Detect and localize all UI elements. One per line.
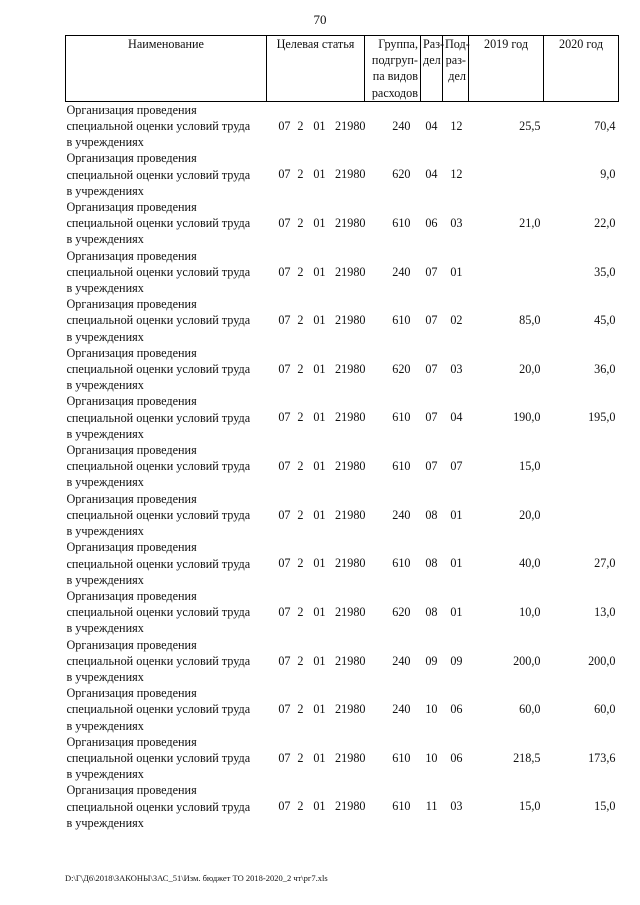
header-target: Целевая статья	[267, 36, 365, 102]
row-name-line: в учреждениях	[66, 475, 144, 490]
row-name-line: специальной оценки условий труда	[66, 362, 251, 377]
target-code-part: 2	[297, 118, 304, 133]
row-name	[66, 393, 267, 442]
target-code-part: 07	[278, 410, 291, 425]
row-name	[66, 150, 267, 199]
target-code-part: 07	[278, 216, 291, 231]
row-name-line: в учреждениях	[66, 669, 144, 684]
row-target-code	[267, 199, 365, 248]
row-group: 610	[392, 216, 411, 231]
row-section: 08	[425, 556, 438, 571]
header-subsection: Под- раз- дел	[443, 36, 469, 102]
row-section: 07	[425, 361, 438, 376]
row-section: 07	[425, 264, 438, 279]
row-subsection: 01	[450, 556, 463, 571]
row-value-2019: 200,0	[513, 653, 541, 668]
row-target-code	[267, 345, 365, 394]
row-value-2019: 25,5	[519, 118, 541, 133]
row-name	[66, 734, 267, 783]
row-section: 07	[425, 459, 438, 474]
row-group: 620	[392, 167, 411, 182]
row-name	[66, 539, 267, 588]
row-group: 240	[392, 653, 411, 668]
row-name-line: специальной оценки условий труда	[66, 507, 251, 522]
row-value-2020: 27,0	[594, 556, 616, 571]
row-value-2020: 22,0	[594, 216, 616, 231]
target-code-part: 2	[297, 459, 304, 474]
row-value-2020: 35,0	[594, 264, 616, 279]
target-code-part: 01	[313, 653, 326, 668]
row-name-line: в учреждениях	[66, 815, 144, 830]
row-value-2020: 70,4	[594, 118, 616, 133]
row-name-line: Организация проведения	[66, 443, 197, 458]
row-name-line: специальной оценки условий труда	[66, 313, 251, 328]
row-name-line: Организация проведения	[66, 248, 197, 263]
target-code-part: 01	[313, 410, 326, 425]
row-subsection: 01	[450, 264, 463, 279]
target-code-part: 07	[278, 167, 291, 182]
target-code-part: 21980	[335, 361, 366, 376]
target-code-part: 2	[297, 313, 304, 328]
target-code-part: 07	[278, 264, 291, 279]
row-group: 620	[392, 361, 411, 376]
row-target-code	[267, 491, 365, 540]
target-code-part: 07	[278, 118, 291, 133]
target-code-part: 01	[313, 459, 326, 474]
row-target-code	[267, 685, 365, 734]
row-subsection: 09	[450, 653, 463, 668]
target-code-part: 01	[313, 507, 326, 522]
header-2019: 2019 год	[469, 36, 544, 102]
row-value-2019	[469, 248, 544, 297]
row-name	[66, 199, 267, 248]
target-code-part: 21980	[335, 702, 366, 717]
row-group: 610	[392, 459, 411, 474]
target-code-part: 07	[278, 750, 291, 765]
target-code-part: 2	[297, 361, 304, 376]
table-row	[66, 393, 619, 442]
row-value-2020: 60,0	[594, 702, 616, 717]
row-name-line: в учреждениях	[66, 621, 144, 636]
row-target-code	[267, 248, 365, 297]
row-target-code	[267, 101, 365, 150]
target-code-part: 21980	[335, 653, 366, 668]
target-code-part: 2	[297, 750, 304, 765]
target-code-part: 07	[278, 507, 291, 522]
row-value-2020: 9,0	[600, 167, 616, 182]
page-number: 70	[313, 12, 327, 27]
row-section: 10	[425, 750, 438, 765]
row-value-2020: 15,0	[594, 799, 616, 814]
row-name-line: Организация проведения	[66, 297, 197, 312]
row-section: 09	[425, 653, 438, 668]
target-code-part: 21980	[335, 507, 366, 522]
row-subsection: 06	[450, 750, 463, 765]
header-group: Группа, подгруп- па видов расходов	[365, 36, 421, 102]
row-value-2019: 85,0	[519, 313, 541, 328]
row-name	[66, 637, 267, 686]
row-value-2020: 173,6	[588, 750, 616, 765]
table-row	[66, 539, 619, 588]
target-code-part: 01	[313, 118, 326, 133]
row-group: 610	[392, 410, 411, 425]
row-value-2019: 20,0	[519, 507, 541, 522]
row-name-line: Организация проведения	[66, 540, 197, 555]
row-name-line: специальной оценки условий труда	[66, 264, 251, 279]
target-code-part: 2	[297, 507, 304, 522]
row-group: 240	[392, 702, 411, 717]
row-name-line: Организация проведения	[66, 783, 197, 798]
table-row	[66, 442, 619, 491]
table-row	[66, 685, 619, 734]
target-code-part: 2	[297, 556, 304, 571]
budget-table	[65, 35, 619, 831]
row-value-2019: 190,0	[513, 410, 541, 425]
row-section: 07	[425, 313, 438, 328]
row-subsection: 02	[450, 313, 463, 328]
row-group: 240	[392, 118, 411, 133]
row-value-2020: 200,0	[588, 653, 616, 668]
target-code-part: 07	[278, 313, 291, 328]
row-target-code	[267, 734, 365, 783]
row-name-line: Организация проведения	[66, 686, 197, 701]
row-section: 11	[425, 799, 438, 814]
target-code-part: 01	[313, 361, 326, 376]
target-code-part: 2	[297, 410, 304, 425]
table-row	[66, 101, 619, 150]
row-value-2019: 21,0	[519, 216, 541, 231]
row-subsection: 07	[450, 459, 463, 474]
table-row	[66, 734, 619, 783]
target-code-part: 01	[313, 702, 326, 717]
row-name	[66, 491, 267, 540]
row-name-line: Организация проведения	[66, 491, 197, 506]
row-value-2020: 45,0	[594, 313, 616, 328]
table-row	[66, 345, 619, 394]
row-name-line: специальной оценки условий труда	[66, 556, 251, 571]
target-code-part: 2	[297, 167, 304, 182]
target-code-part: 07	[278, 556, 291, 571]
row-group: 610	[392, 556, 411, 571]
target-code-part: 01	[313, 799, 326, 814]
header-name: Наименование	[66, 36, 267, 102]
row-name-line: Организация проведения	[66, 345, 197, 360]
row-target-code	[267, 442, 365, 491]
row-name-line: специальной оценки условий труда	[66, 750, 251, 765]
row-name-line: специальной оценки условий труда	[66, 653, 251, 668]
row-subsection: 12	[450, 118, 463, 133]
target-code-part: 01	[313, 750, 326, 765]
row-name-line: Организация проведения	[66, 588, 197, 603]
row-name-line: специальной оценки условий труда	[66, 459, 251, 474]
table-row	[66, 296, 619, 345]
table-row	[66, 248, 619, 297]
row-name	[66, 685, 267, 734]
row-name-line: в учреждениях	[66, 378, 144, 393]
row-name-line: в учреждениях	[66, 572, 144, 587]
row-target-code	[267, 296, 365, 345]
row-value-2020: 13,0	[594, 604, 616, 619]
row-name-line: специальной оценки условий труда	[66, 605, 251, 620]
row-target-code	[267, 539, 365, 588]
target-code-part: 21980	[335, 459, 366, 474]
target-code-part: 2	[297, 653, 304, 668]
target-code-part: 01	[313, 313, 326, 328]
row-name-line: в учреждениях	[66, 524, 144, 539]
row-name-line: специальной оценки условий труда	[66, 799, 251, 814]
table-header-row	[66, 36, 619, 102]
table-row	[66, 782, 619, 831]
row-name	[66, 782, 267, 831]
row-name-line: Организация проведения	[66, 637, 197, 652]
row-subsection: 01	[450, 507, 463, 522]
row-section: 10	[425, 702, 438, 717]
row-name-line: Организация проведения	[66, 734, 197, 749]
row-value-2019: 40,0	[519, 556, 541, 571]
row-subsection: 06	[450, 702, 463, 717]
row-name-line: Организация проведения	[66, 394, 197, 409]
target-code-part: 21980	[335, 167, 366, 182]
target-code-part: 07	[278, 702, 291, 717]
row-name	[66, 296, 267, 345]
row-subsection: 12	[450, 167, 463, 182]
row-subsection: 03	[450, 799, 463, 814]
row-section: 08	[425, 604, 438, 619]
row-subsection: 03	[450, 216, 463, 231]
target-code-part: 21980	[335, 604, 366, 619]
row-name-line: специальной оценки условий труда	[66, 167, 251, 182]
target-code-part: 21980	[335, 410, 366, 425]
row-name-line: в учреждениях	[66, 426, 144, 441]
target-code-part: 2	[297, 216, 304, 231]
table-row	[66, 637, 619, 686]
row-section: 08	[425, 507, 438, 522]
row-subsection: 04	[450, 410, 463, 425]
row-group: 240	[392, 264, 411, 279]
row-subsection: 03	[450, 361, 463, 376]
row-section: 04	[425, 118, 438, 133]
row-value-2019: 10,0	[519, 604, 541, 619]
row-group: 620	[392, 604, 411, 619]
target-code-part: 21980	[335, 216, 366, 231]
target-code-part: 01	[313, 167, 326, 182]
target-code-part: 01	[313, 216, 326, 231]
row-value-2019: 15,0	[519, 799, 541, 814]
target-code-part: 21980	[335, 118, 366, 133]
row-section: 06	[425, 216, 438, 231]
target-code-part: 07	[278, 361, 291, 376]
row-name-line: специальной оценки условий труда	[66, 216, 251, 231]
row-name-line: Организация проведения	[66, 200, 197, 215]
table-row	[66, 199, 619, 248]
row-name	[66, 101, 267, 150]
target-code-part: 2	[297, 799, 304, 814]
row-name	[66, 345, 267, 394]
row-value-2020: 195,0	[588, 410, 616, 425]
row-name	[66, 442, 267, 491]
row-name-line: в учреждениях	[66, 183, 144, 198]
row-name-line: Организация проведения	[66, 102, 197, 117]
row-target-code	[267, 782, 365, 831]
target-code-part: 2	[297, 702, 304, 717]
header-2020: 2020 год	[544, 36, 619, 102]
row-name-line: в учреждениях	[66, 135, 144, 150]
row-section: 07	[425, 410, 438, 425]
row-group: 240	[392, 507, 411, 522]
row-name	[66, 248, 267, 297]
row-name-line: специальной оценки условий труда	[66, 702, 251, 717]
row-value-2019: 218,5	[513, 750, 541, 765]
row-target-code	[267, 588, 365, 637]
row-value-2019: 20,0	[519, 361, 541, 376]
row-name	[66, 588, 267, 637]
row-value-2019	[469, 150, 544, 199]
target-code-part: 2	[297, 604, 304, 619]
file-path-footer: D:\Г\Д6\2018\ЗАКОНЫ\ЗАС_51\Изм. бюджет ТО 2018-2020_2 чт\рг7.xls	[65, 873, 328, 883]
target-code-part: 21980	[335, 264, 366, 279]
row-value-2019: 60,0	[519, 702, 541, 717]
row-subsection: 01	[450, 604, 463, 619]
row-group: 610	[392, 799, 411, 814]
target-code-part: 2	[297, 264, 304, 279]
row-name-line: специальной оценки условий труда	[66, 119, 251, 134]
row-target-code	[267, 637, 365, 686]
row-name-line: специальной оценки условий труда	[66, 410, 251, 425]
row-value-2020	[544, 442, 619, 491]
row-value-2020	[544, 491, 619, 540]
row-value-2020: 36,0	[594, 361, 616, 376]
target-code-part: 21980	[335, 556, 366, 571]
target-code-part: 01	[313, 264, 326, 279]
target-code-part: 07	[278, 604, 291, 619]
row-name-line: в учреждениях	[66, 718, 144, 733]
target-code-part: 07	[278, 459, 291, 474]
table-row	[66, 588, 619, 637]
target-code-part: 21980	[335, 750, 366, 765]
target-code-part: 21980	[335, 799, 366, 814]
target-code-part: 07	[278, 653, 291, 668]
row-target-code	[267, 393, 365, 442]
row-name-line: в учреждениях	[66, 329, 144, 344]
target-code-part: 01	[313, 604, 326, 619]
target-code-part: 07	[278, 799, 291, 814]
row-value-2019: 15,0	[519, 459, 541, 474]
header-section: Раз- дел	[421, 36, 443, 102]
table-row	[66, 150, 619, 199]
table-row	[66, 491, 619, 540]
row-name-line: в учреждениях	[66, 281, 144, 296]
table-body	[66, 101, 619, 831]
target-code-part: 01	[313, 556, 326, 571]
row-name-line: в учреждениях	[66, 767, 144, 782]
row-section: 04	[425, 167, 438, 182]
row-group: 610	[392, 313, 411, 328]
target-code-part: 21980	[335, 313, 366, 328]
row-target-code	[267, 150, 365, 199]
row-name-line: Организация проведения	[66, 151, 197, 166]
row-group: 610	[392, 750, 411, 765]
row-name-line: в учреждениях	[66, 232, 144, 247]
